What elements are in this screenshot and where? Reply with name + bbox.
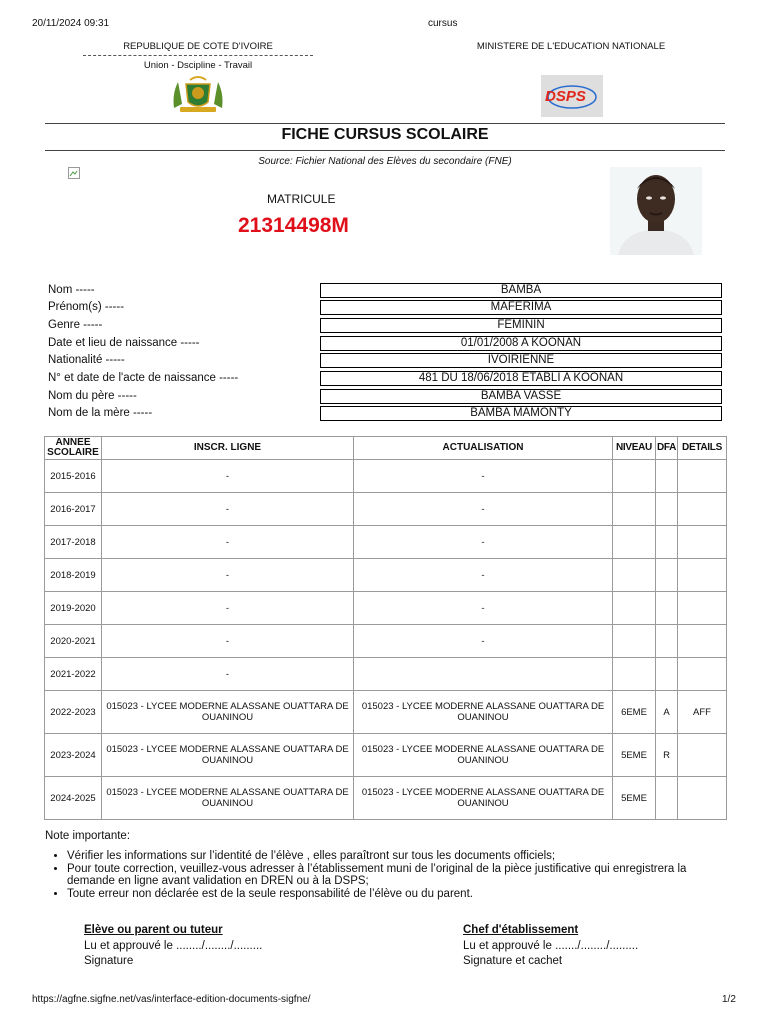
cell-niveau: 5EME	[613, 734, 656, 777]
field-label: Nationalité -----	[48, 354, 125, 366]
ministry-label: MINISTERE DE L'EDUCATION NATIONALE	[476, 41, 666, 52]
print-tab-title: cursus	[428, 18, 458, 29]
signature-principal-date: Lu et approuvé le ......./......../.........	[463, 939, 639, 952]
cell-year: 2017-2018	[45, 526, 102, 559]
cell-niveau	[613, 592, 656, 625]
cell-year: 2021-2022	[45, 658, 102, 691]
cell-actualisation: -	[354, 493, 613, 526]
cell-dfa: R	[656, 734, 678, 777]
cell-dfa	[656, 559, 678, 592]
print-page-count: 1/2	[722, 994, 736, 1005]
cell-inscr: 015023 - LYCEE MODERNE ALASSANE OUATTARA DE OUANINOU	[102, 691, 354, 734]
cell-niveau	[613, 493, 656, 526]
cell-inscr: -	[102, 592, 354, 625]
cell-dfa	[656, 777, 678, 820]
cell-year: 2015-2016	[45, 460, 102, 493]
cell-actualisation: 015023 - LYCEE MODERNE ALASSANE OUATTARA DE OUANINOU	[354, 691, 613, 734]
table-row	[45, 777, 727, 820]
matricule-value: 21314498M	[238, 214, 349, 237]
cell-year: 2022-2023	[45, 691, 102, 734]
table-row	[45, 493, 727, 526]
field-label: Nom du père -----	[48, 390, 137, 402]
signature-student-date: Lu et approuvé le ......../......../.........	[84, 939, 263, 952]
title-top-rule	[45, 123, 725, 124]
table-header-row	[45, 437, 727, 460]
cell-inscr: 015023 - LYCEE MODERNE ALASSANE OUATTARA DE OUANINOU	[102, 777, 354, 820]
column-header-actualisation: ACTUALISATION	[354, 437, 613, 460]
field-value: BAMBA VASSE	[320, 389, 722, 404]
field-row-prenoms	[48, 300, 723, 316]
column-header-annee: ANNEE SCOLAIRE	[45, 437, 102, 460]
field-value: FEMININ	[320, 318, 722, 333]
cell-niveau	[613, 559, 656, 592]
table-row	[45, 460, 727, 493]
cell-details	[678, 658, 727, 691]
important-notes	[45, 830, 735, 900]
cell-dfa	[656, 460, 678, 493]
signature-principal-title: Chef d'établissement	[463, 924, 579, 936]
field-value: MAFERIMA	[320, 300, 722, 315]
cell-year: 2020-2021	[45, 625, 102, 658]
cell-actualisation: -	[354, 460, 613, 493]
cell-actualisation: -	[354, 559, 613, 592]
cursus-table	[44, 436, 727, 820]
table-row	[45, 658, 727, 691]
cell-year: 2023-2024	[45, 734, 102, 777]
signature-student-title: Elève ou parent ou tuteur	[84, 924, 223, 936]
cell-inscr: -	[102, 493, 354, 526]
cell-dfa	[656, 625, 678, 658]
field-row-naissance	[48, 336, 723, 352]
field-value: BAMBA MAMONTY	[320, 406, 722, 421]
field-value: 481 DU 18/06/2018 ETABLI A KOONAN	[320, 371, 722, 386]
matricule-label: MATRICULE	[267, 192, 336, 206]
cell-inscr: -	[102, 559, 354, 592]
cell-niveau	[613, 658, 656, 691]
note-item: • Toute erreur non déclarée est de la seule responsabilité de l’élève ou du parent.	[67, 888, 735, 901]
student-photo	[610, 167, 702, 255]
cell-dfa	[656, 493, 678, 526]
table-row	[45, 691, 727, 734]
field-value: IVOIRIENNE	[320, 353, 722, 368]
cell-actualisation: -	[354, 526, 613, 559]
cell-niveau	[613, 526, 656, 559]
field-row-genre	[48, 318, 723, 334]
column-header-niveau: NIVEAU	[613, 437, 656, 460]
field-row-acte-naissance	[48, 371, 723, 387]
table-row	[45, 625, 727, 658]
cell-actualisation: 015023 - LYCEE MODERNE ALASSANE OUATTARA DE OUANINOU	[354, 734, 613, 777]
table-row	[45, 526, 727, 559]
dsps-logo: DSPS	[541, 75, 603, 117]
cell-inscr: -	[102, 460, 354, 493]
cell-details	[678, 734, 727, 777]
cell-year: 2019-2020	[45, 592, 102, 625]
column-header-details: DETAILS	[678, 437, 727, 460]
republic-motto: Union - Dscipline - Travail	[143, 60, 253, 71]
field-row-nom	[48, 283, 723, 299]
document-source: Source: Fichier National des Elèves du secondaire (FNE)	[258, 156, 512, 167]
notes-title: Note importante:	[45, 830, 131, 842]
cell-inscr: 015023 - LYCEE MODERNE ALASSANE OUATTARA DE OUANINOU	[102, 734, 354, 777]
column-header-dfa: DFA	[656, 437, 678, 460]
field-label: Date et lieu de naissance -----	[48, 337, 200, 349]
field-label: Genre -----	[48, 319, 103, 331]
cell-niveau	[613, 460, 656, 493]
cell-year: 2024-2025	[45, 777, 102, 820]
cell-details	[678, 493, 727, 526]
cell-dfa	[656, 592, 678, 625]
cell-actualisation: 015023 - LYCEE MODERNE ALASSANE OUATTARA DE OUANINOU	[354, 777, 613, 820]
signature-student	[84, 923, 262, 970]
page-title: FICHE CURSUS SCOLAIRE	[281, 126, 489, 143]
cell-actualisation: -	[354, 625, 613, 658]
field-label: Nom de la mère -----	[48, 407, 153, 419]
cell-niveau: 6EME	[613, 691, 656, 734]
field-row-mere	[48, 406, 723, 422]
print-url: https://agfne.sigfne.net/vas/interface-edition-documents-sigfne/	[32, 994, 311, 1005]
republic-label: REPUBLIQUE DE COTE D'IVOIRE	[123, 41, 273, 52]
column-header-inscr: INSCR. LIGNE	[102, 437, 354, 460]
field-row-nationalite	[48, 353, 723, 369]
field-label: Prénom(s) -----	[48, 301, 125, 313]
cell-inscr: -	[102, 625, 354, 658]
cell-actualisation	[354, 658, 613, 691]
table-row	[45, 559, 727, 592]
field-label: N° et date de l'acte de naissance -----	[48, 372, 239, 384]
cell-details: AFF	[678, 691, 727, 734]
header-dashed-divider	[83, 55, 313, 56]
cell-inscr: -	[102, 658, 354, 691]
signature-principal-sign: Signature et cachet	[463, 955, 563, 967]
signature-student-sign: Signature	[84, 955, 134, 967]
cell-actualisation: -	[354, 592, 613, 625]
note-item: • Vérifier les informations sur l’identité de l’élève , elles paraîtront sur tous les documents officiels;	[67, 850, 735, 863]
cell-details	[678, 526, 727, 559]
field-row-pere	[48, 389, 723, 405]
cell-inscr: -	[102, 526, 354, 559]
cell-details	[678, 777, 727, 820]
coat-of-arms-icon	[168, 74, 228, 114]
cell-details	[678, 592, 727, 625]
signature-principal	[463, 923, 638, 970]
title-bottom-rule	[45, 150, 725, 151]
cell-year: 2016-2017	[45, 493, 102, 526]
broken-image-icon	[68, 167, 80, 179]
cell-details	[678, 559, 727, 592]
table-row	[45, 592, 727, 625]
cell-year: 2018-2019	[45, 559, 102, 592]
cell-niveau: 5EME	[613, 777, 656, 820]
field-value: 01/01/2008 A KOONAN	[320, 336, 722, 351]
cell-niveau	[613, 625, 656, 658]
field-value: BAMBA	[320, 283, 722, 298]
cell-dfa	[656, 658, 678, 691]
cell-dfa: A	[656, 691, 678, 734]
cell-details	[678, 460, 727, 493]
print-datetime: 20/11/2024 09:31	[32, 18, 110, 29]
cell-details	[678, 625, 727, 658]
table-row	[45, 734, 727, 777]
note-item: • Pour toute correction, veuillez-vous adresser à l’établissement muni de l’original de la pièce justificative qui enregistrera la demande en ligne avant validation en DREN ou à la DSPS;	[67, 863, 735, 888]
field-label: Nom -----	[48, 284, 95, 296]
cell-dfa	[656, 526, 678, 559]
